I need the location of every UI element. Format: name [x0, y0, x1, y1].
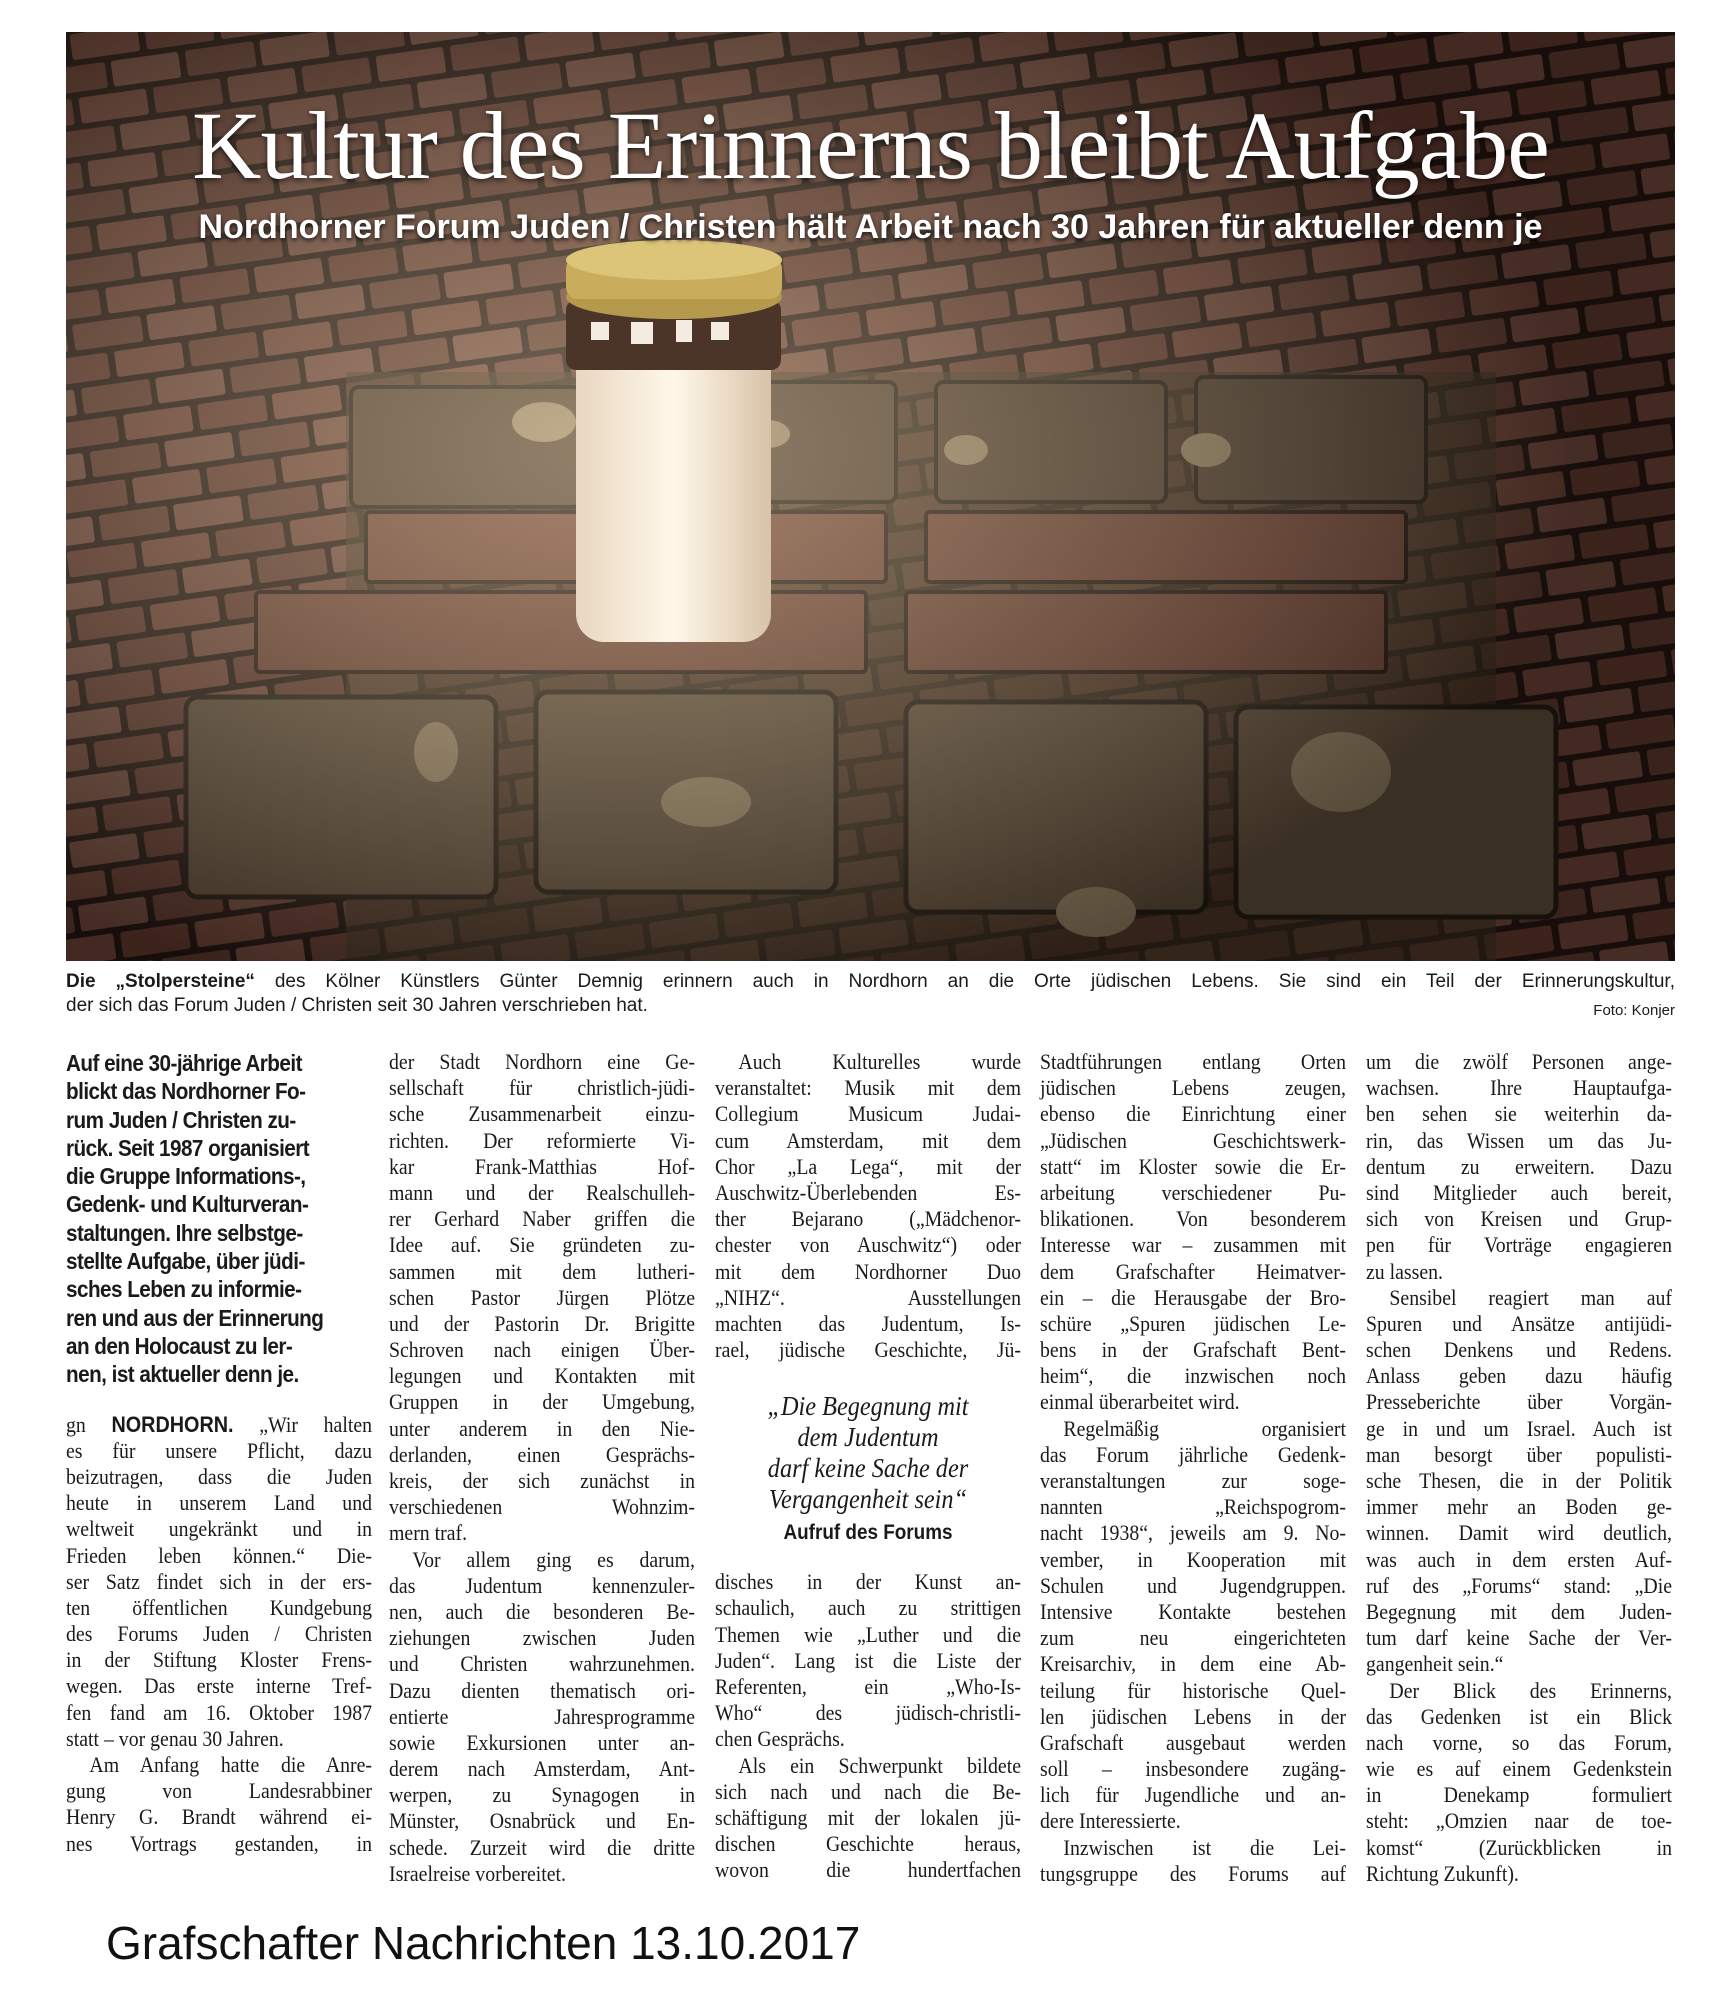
text-line: Als ein Schwerpunkt bildete — [738, 1752, 1021, 1778]
paragraph — [1366, 1678, 1672, 1888]
text-line: „Jüdischen Geschichtswerk- — [1040, 1127, 1346, 1153]
text-line: statt“ im Kloster sowie die Er- — [1040, 1153, 1346, 1179]
text-line: sche Thesen, die in der Politik — [1366, 1468, 1672, 1493]
text-line: sich nach und nach die Be- — [715, 1778, 1021, 1804]
text-line: ser Satz findet sich in der ers- — [66, 1568, 372, 1594]
text-line: len jüdischen Lebens in der — [1040, 1703, 1346, 1729]
text-line: schäftigung mit der lokalen jü- — [715, 1804, 1021, 1830]
article-photo-stolpersteine — [66, 32, 1675, 961]
text-line: die Gruppe Informations-, — [66, 1163, 306, 1190]
text-line: Israelreise vorbereitet. — [389, 1860, 567, 1886]
text-line: kreis, der sich zunächst in — [389, 1468, 695, 1493]
text-line: soll – insbesondere zugäng- — [1040, 1756, 1346, 1782]
text-line: Auschwitz-Überlebenden Es- — [715, 1179, 1021, 1205]
lead-paragraph — [66, 1049, 372, 1389]
text-line: jüdischen Lebens zeugen, — [1040, 1075, 1346, 1101]
paragraph — [1040, 1835, 1346, 1887]
text-line: nen, ist aktueller denn je. — [66, 1361, 299, 1388]
text-line: Auf eine 30-jährige Arbeit — [66, 1050, 302, 1076]
paragraph — [389, 1547, 695, 1887]
text-line: nannten „Reichspogrom- — [1040, 1494, 1346, 1520]
text-line: arbeitung verschiedener Pu- — [1040, 1179, 1346, 1205]
text-line: des Forums Juden / Christen — [66, 1621, 372, 1647]
text-line: an den Holocaust zu ler- — [66, 1332, 293, 1359]
text-line: ge in und um Israel. Auch ist — [1366, 1415, 1672, 1441]
text-line: steht: „Omzien naar de toe- — [1366, 1808, 1672, 1834]
text-line: Sensibel reagiert man auf — [1389, 1284, 1672, 1310]
text-line: ther Bejarano („Mädchenor- — [715, 1206, 1021, 1232]
text-line: beizutragen, dass die Juden — [66, 1463, 372, 1489]
text-line: derlanden, einen Gesprächs- — [389, 1441, 695, 1467]
text-line: machten das Judentum, Is- — [715, 1310, 1021, 1336]
text-line: teilung für historische Quel- — [1040, 1677, 1346, 1703]
text-line: dem Grafschafter Heimatver- — [1040, 1258, 1346, 1284]
text-line: schen Denkens und Redens. — [1366, 1337, 1672, 1363]
paragraph — [1366, 1285, 1672, 1678]
text-line: mann und der Realschulleh- — [389, 1179, 695, 1205]
text-line: rer Gerhard Naber griffen die — [389, 1206, 695, 1232]
text-line: Juden“. Lang ist die Liste der — [715, 1647, 1021, 1673]
paragraph — [1366, 1049, 1672, 1285]
text-line: nes Vortrags gestanden, in — [66, 1830, 372, 1856]
author-initials: gn — [66, 1411, 86, 1437]
pull-quote-line: „Die Begegnung mit — [767, 1391, 969, 1422]
text-line: sind Mitglieder auch bereit, — [1366, 1179, 1672, 1205]
text-line: zu lassen. — [1366, 1258, 1443, 1284]
text-line: wachsen. Ihre Hauptaufga- — [1366, 1075, 1672, 1101]
pull-quote-line: dem Judentum — [797, 1422, 939, 1453]
text-line: in Denekamp formuliert — [1366, 1782, 1672, 1808]
paragraph — [66, 1412, 372, 1752]
text-line: disches in der Kunst an- — [715, 1569, 1021, 1595]
paragraph — [715, 1753, 1021, 1884]
pull-quote-source: Aufruf des Forums — [783, 1521, 953, 1545]
text-line: zum neu eingerichteten — [1040, 1625, 1346, 1651]
text-line: heute in unserem Land und — [66, 1490, 372, 1516]
text-line: Henry G. Brandt während ei- — [66, 1804, 372, 1830]
article-column-3 — [715, 1049, 1021, 1884]
text-line: cum Amsterdam, mit dem — [715, 1127, 1021, 1153]
text-line: derem nach Amsterdam, Ant- — [389, 1756, 695, 1782]
text-line: Chor „La Lega“, mit der — [715, 1153, 1021, 1179]
text-line: bens in der Grafschaft Bent- — [1040, 1337, 1346, 1363]
text-line: Regelmäßig organisiert — [1063, 1415, 1346, 1441]
text-line: der Stadt Nordhorn eine Ge- — [389, 1049, 695, 1074]
text-line: rael, jüdische Geschichte, Jü- — [715, 1337, 1021, 1363]
text-line: chen Gesprächs. — [715, 1726, 845, 1752]
text-line: fen fand am 16. Oktober 1987 — [66, 1699, 372, 1725]
headline: Kultur des Erinnerns bleibt Aufgabe — [192, 92, 1549, 199]
text-line: Anlass geben dazu häufig — [1366, 1363, 1672, 1389]
text-line: nen, auch die besonderen Be- — [389, 1598, 695, 1624]
text-line: ziehungen zwischen Juden — [389, 1625, 695, 1651]
article-column-2 — [389, 1049, 695, 1887]
text-line: sammen mit dem lutheri- — [389, 1258, 695, 1284]
text-line: sellschaft für christlich-jüdi- — [389, 1075, 695, 1101]
text-line: veranstaltet: Musik mit dem — [715, 1075, 1021, 1101]
text-line: Richtung Zukunft). — [1366, 1860, 1519, 1886]
text-line: schüre „Spuren jüdischen Le- — [1040, 1310, 1346, 1336]
text-line: Intensive Kontakte bestehen — [1040, 1598, 1346, 1624]
text-line: und der Pastorin Dr. Brigitte — [389, 1310, 695, 1336]
paragraph — [715, 1049, 1021, 1363]
text-line: Dazu dienten thematisch ori- — [389, 1677, 695, 1703]
text-line-rest: „Wir halten — [259, 1411, 373, 1437]
text-line: Spuren und Ansätze antijüdi- — [1366, 1310, 1672, 1336]
text-line: sowie Exkursionen unter an- — [389, 1729, 695, 1755]
text-line: chester von Auschwitz“) oder — [715, 1232, 1021, 1258]
text-line: ben sehen sie weiterhin da- — [1366, 1101, 1672, 1127]
text-line: was auch in dem ersten Auf- — [1366, 1546, 1672, 1572]
text-line: blikationen. Von besonderem — [1040, 1206, 1346, 1232]
text-line: Gedenk- und Kulturveran- — [66, 1191, 309, 1218]
text-line: legungen und Kontakten mit — [389, 1363, 695, 1389]
text-line: Gruppen in der Umgebung, — [389, 1389, 695, 1415]
text-line: richten. Der reformierte Vi- — [389, 1127, 695, 1153]
text-line — [66, 1412, 372, 1438]
text-line: weltweit ungekränkt und in — [66, 1516, 372, 1542]
text-line: Inzwischen ist die Lei- — [1063, 1834, 1346, 1860]
paragraph — [1040, 1416, 1346, 1835]
text-line: vember, in Kooperation mit — [1040, 1546, 1346, 1572]
text-line: staltungen. Ihre selbstge- — [66, 1219, 303, 1246]
text-line: Der Blick des Erinnerns, — [1389, 1677, 1672, 1703]
text-line: ein – die Herausgabe der Bro- — [1040, 1284, 1346, 1310]
paragraph — [1040, 1049, 1346, 1416]
caption-text: des Kölner Künstlers Günter Demnig erinnern auch in Nordhorn an die Orte jüdischen Lebens. Sie sind ein Teil der Erinnerungskultur, — [254, 971, 1675, 992]
text-line: mern traf. — [389, 1520, 468, 1546]
text-line: komst“ (Zurückblicken in — [1366, 1834, 1672, 1860]
text-line: tum darf keine Sache der Ver- — [1366, 1625, 1672, 1651]
paragraph — [66, 1752, 372, 1857]
text-line: Am Anfang hatte die Anre- — [89, 1752, 373, 1777]
photo-credit: Foto: Konjer — [1593, 1002, 1675, 1019]
article-column-5 — [1366, 1049, 1672, 1887]
text-line: in der Stiftung Kloster Frens- — [66, 1647, 372, 1673]
text-line: dentum zu erweitern. Dazu — [1366, 1153, 1672, 1179]
text-line: schede. Zurzeit wird die dritte — [389, 1834, 695, 1860]
text-line: nacht 1938“, jeweils am 9. No- — [1040, 1520, 1346, 1546]
text-line: Frieden leben können.“ Die- — [66, 1542, 372, 1568]
text-line: dere Interessierte. — [1040, 1808, 1181, 1834]
text-line: ten öffentlichen Kundgebung — [66, 1594, 372, 1620]
text-line: Schroven nach einigen Über- — [389, 1337, 695, 1363]
text-line: wegen. Das erste interne Tref- — [66, 1673, 372, 1699]
text-line: es für unsere Pflicht, dazu — [66, 1437, 372, 1463]
text-line: wovon die hundertfachen — [715, 1857, 1021, 1883]
text-line: ebenso die Einrichtung einer — [1040, 1101, 1346, 1127]
text-line: nach vorne, so das Forum, — [1366, 1729, 1672, 1755]
text-line: verschiedenen Wohnzim- — [389, 1494, 695, 1520]
publication-source: Grafschafter Nachrichten 13.10.2017 — [106, 1917, 861, 1969]
pull-quote — [715, 1391, 1021, 1545]
text-line: Presseberichte über Vorgän- — [1366, 1389, 1672, 1415]
text-line: sche Zusammenarbeit einzu- — [389, 1101, 695, 1127]
text-line: schen Pastor Jürgen Plötze — [389, 1284, 695, 1310]
text-line: Auch Kulturelles wurde — [738, 1049, 1021, 1074]
text-line: rum Juden / Christen zu- — [66, 1106, 296, 1133]
text-line: Idee auf. Sie gründeten zu- — [389, 1232, 695, 1258]
text-line: stellte Aufgabe, über jüdi- — [66, 1248, 305, 1275]
text-line: ren und aus der Erinnerung — [66, 1304, 324, 1331]
text-line: Begegnung mit dem Juden- — [1366, 1598, 1672, 1624]
text-line: tungsgruppe des Forums auf — [1040, 1860, 1346, 1886]
text-line: Themen wie „Luther und die — [715, 1621, 1021, 1647]
text-line: Collegium Musicum Judai- — [715, 1101, 1021, 1127]
text-line: das Gedenken ist ein Blick — [1366, 1703, 1672, 1729]
text-line: und Christen wahrzunehmen. — [389, 1651, 695, 1677]
text-line: Münster, Osnabrück und En- — [389, 1808, 695, 1834]
text-line: Stadtführungen entlang Orten — [1040, 1049, 1346, 1074]
text-line: rück. Seit 1987 organisiert — [66, 1134, 310, 1161]
text-line: Interesse war – zusammen mit — [1040, 1232, 1346, 1258]
photo-caption — [66, 970, 1675, 1018]
text-line: sich von Kreisen und Grup- — [1366, 1206, 1672, 1232]
text-line: man besorgt über populisti- — [1366, 1441, 1672, 1467]
text-line: statt – vor genau 30 Jahren. — [66, 1725, 284, 1751]
pull-quote-line: darf keine Sache der — [767, 1453, 969, 1484]
text-line: lich für Jugendliche und an- — [1040, 1782, 1346, 1808]
text-line: einmal überarbeitet wird. — [1040, 1389, 1240, 1415]
text-line: um die zwölf Personen ange- — [1366, 1049, 1672, 1074]
text-line: Vor allem ging es darum, — [412, 1546, 695, 1572]
text-line: winnen. Damit wird deutlich, — [1366, 1520, 1672, 1546]
text-line: dischen Geschichte heraus, — [715, 1831, 1021, 1857]
text-line: das Judentum kennenzuler- — [389, 1572, 695, 1598]
text-line: werpen, zu Synagogen in — [389, 1782, 695, 1808]
text-line: ruf des „Forums“ stand: „Die — [1366, 1572, 1672, 1598]
dateline: NORDHORN. — [111, 1411, 234, 1437]
subheadline: Nordhorner Forum Juden / Christen hält Arbeit nach 30 Jahren für aktueller denn je — [198, 208, 1543, 246]
text-line: immer mehr an Boden ge- — [1366, 1494, 1672, 1520]
text-line: rin, das Wissen um das Ju- — [1366, 1127, 1672, 1153]
text-line: mit dem Nordhorner Duo — [715, 1258, 1021, 1284]
caption-bold: Die „Stolpersteine“ — [66, 971, 255, 992]
text-line: veranstaltungen zur soge- — [1040, 1468, 1346, 1493]
paragraph — [715, 1569, 1021, 1752]
text-line: wie es auf einem Gedenkstein — [1366, 1756, 1672, 1782]
text-line: „NIHZ“. Ausstellungen — [715, 1284, 1021, 1310]
paragraph — [389, 1049, 695, 1547]
text-line: schaulich, auch zu strittigen — [715, 1595, 1021, 1621]
caption-line-2: der sich das Forum Juden / Christen seit 30 Jahren verschrieben hat. — [66, 995, 648, 1016]
text-line: Referenten, ein „Who-Is- — [715, 1674, 1021, 1699]
text-line: gangenheit sein.“ — [1366, 1651, 1504, 1677]
text-line: Kreisarchiv, in dem eine Ab- — [1040, 1651, 1346, 1677]
text-line: unter anderem in den Nie- — [389, 1415, 695, 1441]
text-line: blickt das Nordhorner Fo- — [66, 1078, 306, 1105]
text-line: entierte Jahresprogramme — [389, 1703, 695, 1729]
article-column-1 — [66, 1049, 372, 1857]
text-line: gung von Landesrabbiner — [66, 1778, 372, 1804]
caption-line-1 — [66, 970, 1675, 994]
text-line: das Forum jährliche Gedenk- — [1040, 1441, 1346, 1467]
text-line: heim“, die inzwischen noch — [1040, 1363, 1346, 1389]
text-line: Grafschaft ausgebaut werden — [1040, 1729, 1346, 1755]
text-line: sches Leben zu informie- — [66, 1276, 302, 1303]
text-line: Who“ des jüdisch-christli- — [715, 1700, 1021, 1726]
text-line: kar Frank-Matthias Hof- — [389, 1153, 695, 1179]
pull-quote-line: Vergangenheit sein“ — [768, 1484, 968, 1515]
article-column-4 — [1040, 1049, 1346, 1887]
text-line: pen für Vorträge engagieren — [1366, 1232, 1672, 1258]
text-line: Schulen und Jugendgruppen. — [1040, 1572, 1346, 1598]
